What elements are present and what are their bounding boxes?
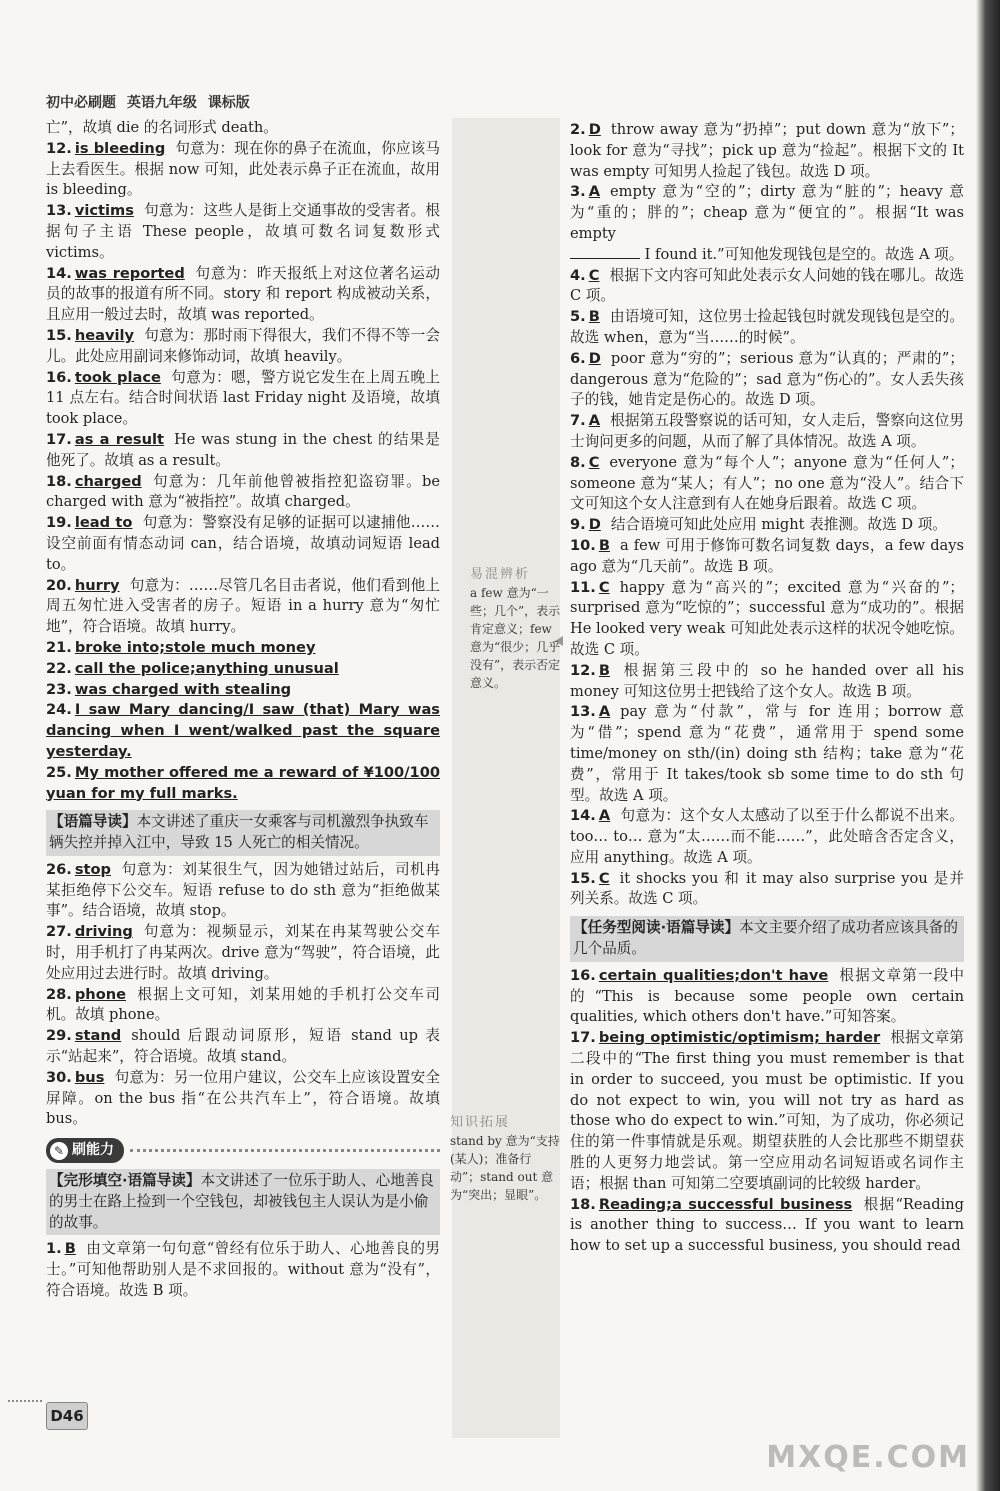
item-number: 7. [570,412,586,430]
continued-line: 亡”，故填 die 的名词形式 death。 [46,119,278,136]
item-number: 4. [570,266,586,284]
item-answer: phone [74,985,127,1003]
margin-notes-column [452,118,560,1438]
answer-item [46,700,440,762]
answer-item [570,661,964,703]
answer-item [46,659,440,680]
item-explanation: 根据文章第一段中的“This is because some people own certain qualities, which others don't have.”可知答案。 [570,966,964,1026]
answer-item [570,1195,964,1257]
answer-item [570,349,964,411]
note-confusable [470,566,562,692]
item-number: 12. [46,139,72,157]
answer-list [570,266,964,911]
item-explanation: 句意为：另一位用户建议，公交车上应该设置安全屏障。on the bus 指“在公共汽车上”，符合语境。故填 bus。 [46,1068,440,1128]
item-explanation: 根据文章第二段中的“The first thing you must remember is that in order to succeed, you must be optimistic. If you do not expect to win, you will not try as hard as those who do expect to win.”可知，为了成功，你必须记住的第一件事情就是乐观。期望获胜的人会比那些不期望获胜的人更努力地尝试。第一空应用动名词短语或名词作主语；根据 than 可知第二空要填副词的比较级 harder。 [570,1029,964,1192]
item-number: 16. [46,368,72,386]
item-explanation: everyone 意为“每个人”；anyone 意为“任何人”；someone 意为“某人；有人”；no one 意为“没人”。结合下文可知这个女人注意到有人在她身后跟着。故选 C 项。 [570,453,964,513]
item-answer: D [588,516,601,534]
passage-guide [46,1169,440,1235]
answer-item [46,638,440,659]
item-explanation: empty 意为“空的”；dirty 意为“脏的”；heavy 意为“重的；胖的”；cheap 意为“便宜的”。根据“It was empty [570,183,964,242]
answer-item [46,264,440,326]
item-number: 19. [46,514,72,532]
item-number: 2. [570,121,586,138]
item-answer: C [598,578,610,596]
passage-guide [46,810,440,856]
passage-guide [570,916,964,962]
answer-item [46,922,440,984]
answer-item [570,578,964,661]
corner-mark [8,1400,42,1402]
answer-item [46,139,440,201]
dotted-divider [130,1149,440,1152]
answer-text: I found it.”可知他发现钱包是空的。故选 A 项。 [644,245,964,263]
item-number: 30. [46,1068,72,1086]
item-explanation: 由语境可知，这位男士捡起钱包时就发现钱包是空的。故选 when，意为“当……的时候”。 [570,308,964,346]
item-explanation: 根据第五段警察说的话可知，女人走后，警察向这位男士询问更多的问题，从而了解了具体情况。故选 A 项。 [570,412,964,450]
item-explanation: 结合语境可知此处应用 might 表推测。故选 D 项。 [610,516,947,534]
item-answer: stand [74,1027,122,1045]
guide-tag: 【完形填空·语篇导读】 [49,1172,201,1190]
item-answer: C [588,453,600,471]
item-explanation: 根据第三段中的 so he handed over all his money 可知这位男士把钱给了这个女人。故选 B 项。 [570,661,964,700]
item-answer: as a result [74,430,164,448]
item-answer: hurry [74,576,120,594]
answer-item-continued [570,245,964,266]
item-answer: certain qualities;don't have [598,966,829,984]
ability-badge [46,1138,124,1163]
item-explanation: 由文章第一句句意“曾经有位乐于助人、心地善良的男士。”可知他帮助别人是不求回报的。without 意为“没有”，符合语境。故选 B 项。 [46,1240,440,1300]
item-answer: I saw Mary dancing/I saw (that) Mary was dancing when I went/walked past the square yesterday. [46,701,440,760]
book-spine-shadow [976,0,1000,1491]
item-explanation: 句意为：现在你的鼻子在流血，你应该马上去看医生。根据 now 可知，此处表示鼻子正在流血，故用 is bleeding。 [46,139,440,199]
item-explanation: 句意为：那时雨下得很大，我们不得不等一会儿。此处应用副词来修饰动词，故填 heavily。 [46,326,440,365]
item-explanation: it shocks you 和 it may also surprise you 是并列关系。故选 C 项。 [570,869,964,908]
item-answer: broke into;stole much money [74,638,316,656]
answer-list [570,120,964,245]
item-answer: took place [74,368,161,386]
item-explanation: 句意为：刘某很生气，因为她错过站后，司机冉某拒绝停下公交车。短语 refuse to do sth 意为“拒绝做某事”。结合语境，故填 stop。 [46,860,440,920]
item-answer: stop [74,860,111,878]
item-number: 11. [570,578,596,596]
item-answer: was charged with stealing [74,680,292,698]
item-answer: C [588,266,600,284]
guide-text: 本文讲述了一位乐于助人、心地善良的男士在路上捡到一个空钱包，却被钱包主人误认为是小偷的故事。 [49,1172,434,1231]
left-column [46,118,440,1302]
right-column [570,120,964,1257]
answer-item [570,120,964,182]
item-answer: A [598,807,611,825]
item-explanation: 根据上文可知，刘某用她的手机打公交车司机。故填 phone。 [46,985,440,1024]
guide-tag: 【语篇导读】 [49,813,137,831]
item-explanation: pay 意为“付款”，常与 for 连用；borrow 意为“借”；spend 意为“花费”，通常用于 spend some time/money on sth/(in) doing sth 结构；take 意为“花费”，常用于 It takes/took sb some time to do sth 句型。故选 A 项。 [570,703,964,804]
answer-item [46,1068,440,1130]
ability-label: 刷能力 [72,1142,114,1159]
item-number: 10. [570,536,596,554]
answer-item [46,513,440,575]
page-header: 初中必刷题 英语九年级 课标版 [46,95,250,111]
item-explanation: happy 意为“高兴的”；excited 意为“兴奋的”；surprised 意为“吃惊的”；successful 意为“成功的”。根据 He looked very weak 可知此处表示这样的状况令她吃惊。故选 C 项。 [570,578,964,658]
item-explanation: 根据“Reading is another thing to success… If you want to learn how to set up a successful business, you should read [570,1195,964,1255]
item-number: 5. [570,308,586,326]
answer-item [46,430,440,472]
answer-list [570,966,964,1257]
item-explanation: 句意为：嗯，警方说它发生在上周五晚上 11 点左右。结合时间状语 last Friday night 及语境，故填 took place。 [46,368,440,428]
item-number: 17. [570,1029,596,1047]
item-explanation: 句意为：几年前他曾被指控犯盗窃罪。be charged with 意为“被指控”。故填 charged。 [46,472,440,511]
answer-item [570,453,964,515]
item-answer: B [598,661,610,679]
answer-item [46,326,440,368]
item-number: 14. [570,807,596,825]
item-answer: is bleeding [74,139,166,157]
item-answer: was reported [74,264,185,282]
item-number: 15. [570,869,596,887]
item-explanation: 句意为：昨天报纸上对这位著名运动员的故事的报道有所不同。story 和 report 构成被动关系，且应用一般过去时，故填 was reported。 [46,264,440,324]
answer-item [570,266,964,308]
item-answer: C [598,869,610,887]
note-text: a few 意为“一些；几个”，表示肯定意义；few 意为“很少；几乎没有”，表示否定意义。 [470,586,561,690]
item-number: 23. [46,680,72,698]
answer-item [46,985,440,1027]
item-answer: driving [74,923,133,941]
item-explanation: 句意为：警察没有足够的证据可以逮捕他……设空前面有情态动词 can，结合语境，故填动词短语 lead to。 [46,514,440,573]
guide-text: 本文主要介绍了成功者应该具备的几个品质。 [573,919,958,958]
answer-item [46,201,440,263]
item-answer: being optimistic/optimism; harder [598,1029,881,1047]
item-number: 14. [46,264,72,282]
item-number: 13. [570,703,596,721]
item-number: 15. [46,326,72,344]
item-number: 18. [46,472,72,490]
answer-item [46,1239,440,1301]
answer-item [46,763,440,805]
item-explanation: He was stung in the chest 的结果是他死了。故填 as a result。 [46,430,440,469]
page-number: D46 [46,1402,88,1430]
answer-item [46,860,440,922]
answer-item [570,806,964,868]
note-text: stand by 意为“支持(某人)；准备行动”；stand out 意为“突出；显眼”。 [450,1134,560,1202]
answer-item [46,680,440,701]
item-explanation: a few 可用于修饰可数名词复数 days，a few days ago 意为“几天前”。故选 B 项。 [570,536,964,575]
item-answer: call the police;anything unusual [74,659,339,677]
item-answer: B [598,536,610,554]
guide-text: 本文讲述了重庆一女乘客与司机激烈争执致车辆失控并掉入江中，导致 15 人死亡的相关情况。 [49,813,429,852]
item-answer: bus [74,1068,105,1086]
answer-list [46,139,440,805]
answer-item [570,307,964,349]
note-title: 知识拓展 [450,1115,511,1130]
item-number: 29. [46,1027,72,1045]
answer-item [570,869,964,911]
item-number: 6. [570,349,586,367]
item-answer: A [588,183,600,201]
watermark: MXQE.COM [766,1440,970,1475]
section-banner [46,1138,440,1163]
answer-item [570,702,964,806]
answer-item [570,411,964,453]
pencil-icon: ✎ [50,1142,68,1160]
answer-item [570,182,964,244]
item-answer: D [588,349,601,367]
item-number: 18. [570,1195,596,1213]
item-number: 27. [46,923,72,941]
item-explanation: 句意为：这个女人太感动了以至于什么都说不出来。too… to… 意为“太……而不能……”，此处暗含否定含义，应用 anything。故选 A 项。 [570,807,964,866]
item-explanation: should 后跟动词原形，短语 stand up 表示“站起来”，符合语境。故填 stand。 [46,1027,440,1066]
blank-line [570,258,640,259]
item-number: 1. [46,1240,62,1258]
item-number: 16. [570,966,596,984]
item-number: 24. [46,701,72,719]
item-answer: B [64,1240,76,1258]
answer-item [570,1028,964,1194]
item-explanation: 句意为：视频显示，刘某在冉某驾驶公交车时，用手机打了冉某两次。drive 意为“驾驶”，符合语境，此处应用过去进行时。故填 driving。 [46,923,440,982]
item-number: 25. [46,763,72,781]
item-answer: Reading;a successful business [598,1195,853,1213]
item-answer: charged [74,472,142,490]
item-answer: My mother offered me a reward of ¥100/100 yuan for my full marks. [46,763,440,802]
answer-item [570,966,964,1028]
item-answer: A [588,412,600,430]
answer-item [46,368,440,430]
item-number: 17. [46,430,72,448]
item-answer: D [588,121,601,138]
answer-list [46,1239,440,1301]
item-answer: victims [74,202,134,220]
item-answer: heavily [74,326,135,344]
answer-item [46,576,440,638]
item-number: 26. [46,860,72,878]
item-number: 28. [46,985,72,1003]
note-title: 易混辨析 [470,567,531,582]
item-explanation: 句意为：……尽管几名目击者说，他们看到他上周五匆忙进入受害者的房子。短语 in a hurry 意为“匆忙地”，符合语境。故填 hurry。 [46,576,440,636]
answer-item [570,536,964,578]
guide-tag: 【任务型阅读·语篇导读】 [573,919,740,937]
item-explanation: poor 意为“穷的”；serious 意为“认真的；严肃的”；dangerous 意为“危险的”；sad 意为“伤心的”。女人丢失孩子的钱，她肯定是伤心的。故选 D 项。 [570,349,964,409]
item-answer: B [588,308,600,326]
item-number: 9. [570,516,586,534]
answer-item [570,515,964,536]
item-number: 3. [570,183,586,201]
answer-list [46,860,440,1130]
item-number: 8. [570,453,586,471]
item-answer: A [598,703,611,721]
item-number: 20. [46,576,72,594]
item-explanation: 句意为：这些人是街上交通事故的受害者。根据句子主语 These people，故填可数名词复数形式 victims。 [46,202,440,261]
item-number: 12. [570,661,596,679]
item-explanation: throw away 意为“扔掉”；put down 意为“放下”；look for 意为“寻找”；pick up 意为“捡起”。根据下文的 It was empty 可知男人捡起了钱包。故选 D 项。 [570,121,964,180]
answer-item [46,1026,440,1068]
item-answer: lead to [74,514,133,532]
item-number: 13. [46,202,72,220]
answer-item [46,472,440,514]
item-explanation: 根据下文内容可知此处表示女人问她的钱在哪儿。故选 C 项。 [570,266,964,305]
item-number: 22. [46,659,72,677]
note-extension [450,1114,560,1204]
item-number: 21. [46,638,72,656]
